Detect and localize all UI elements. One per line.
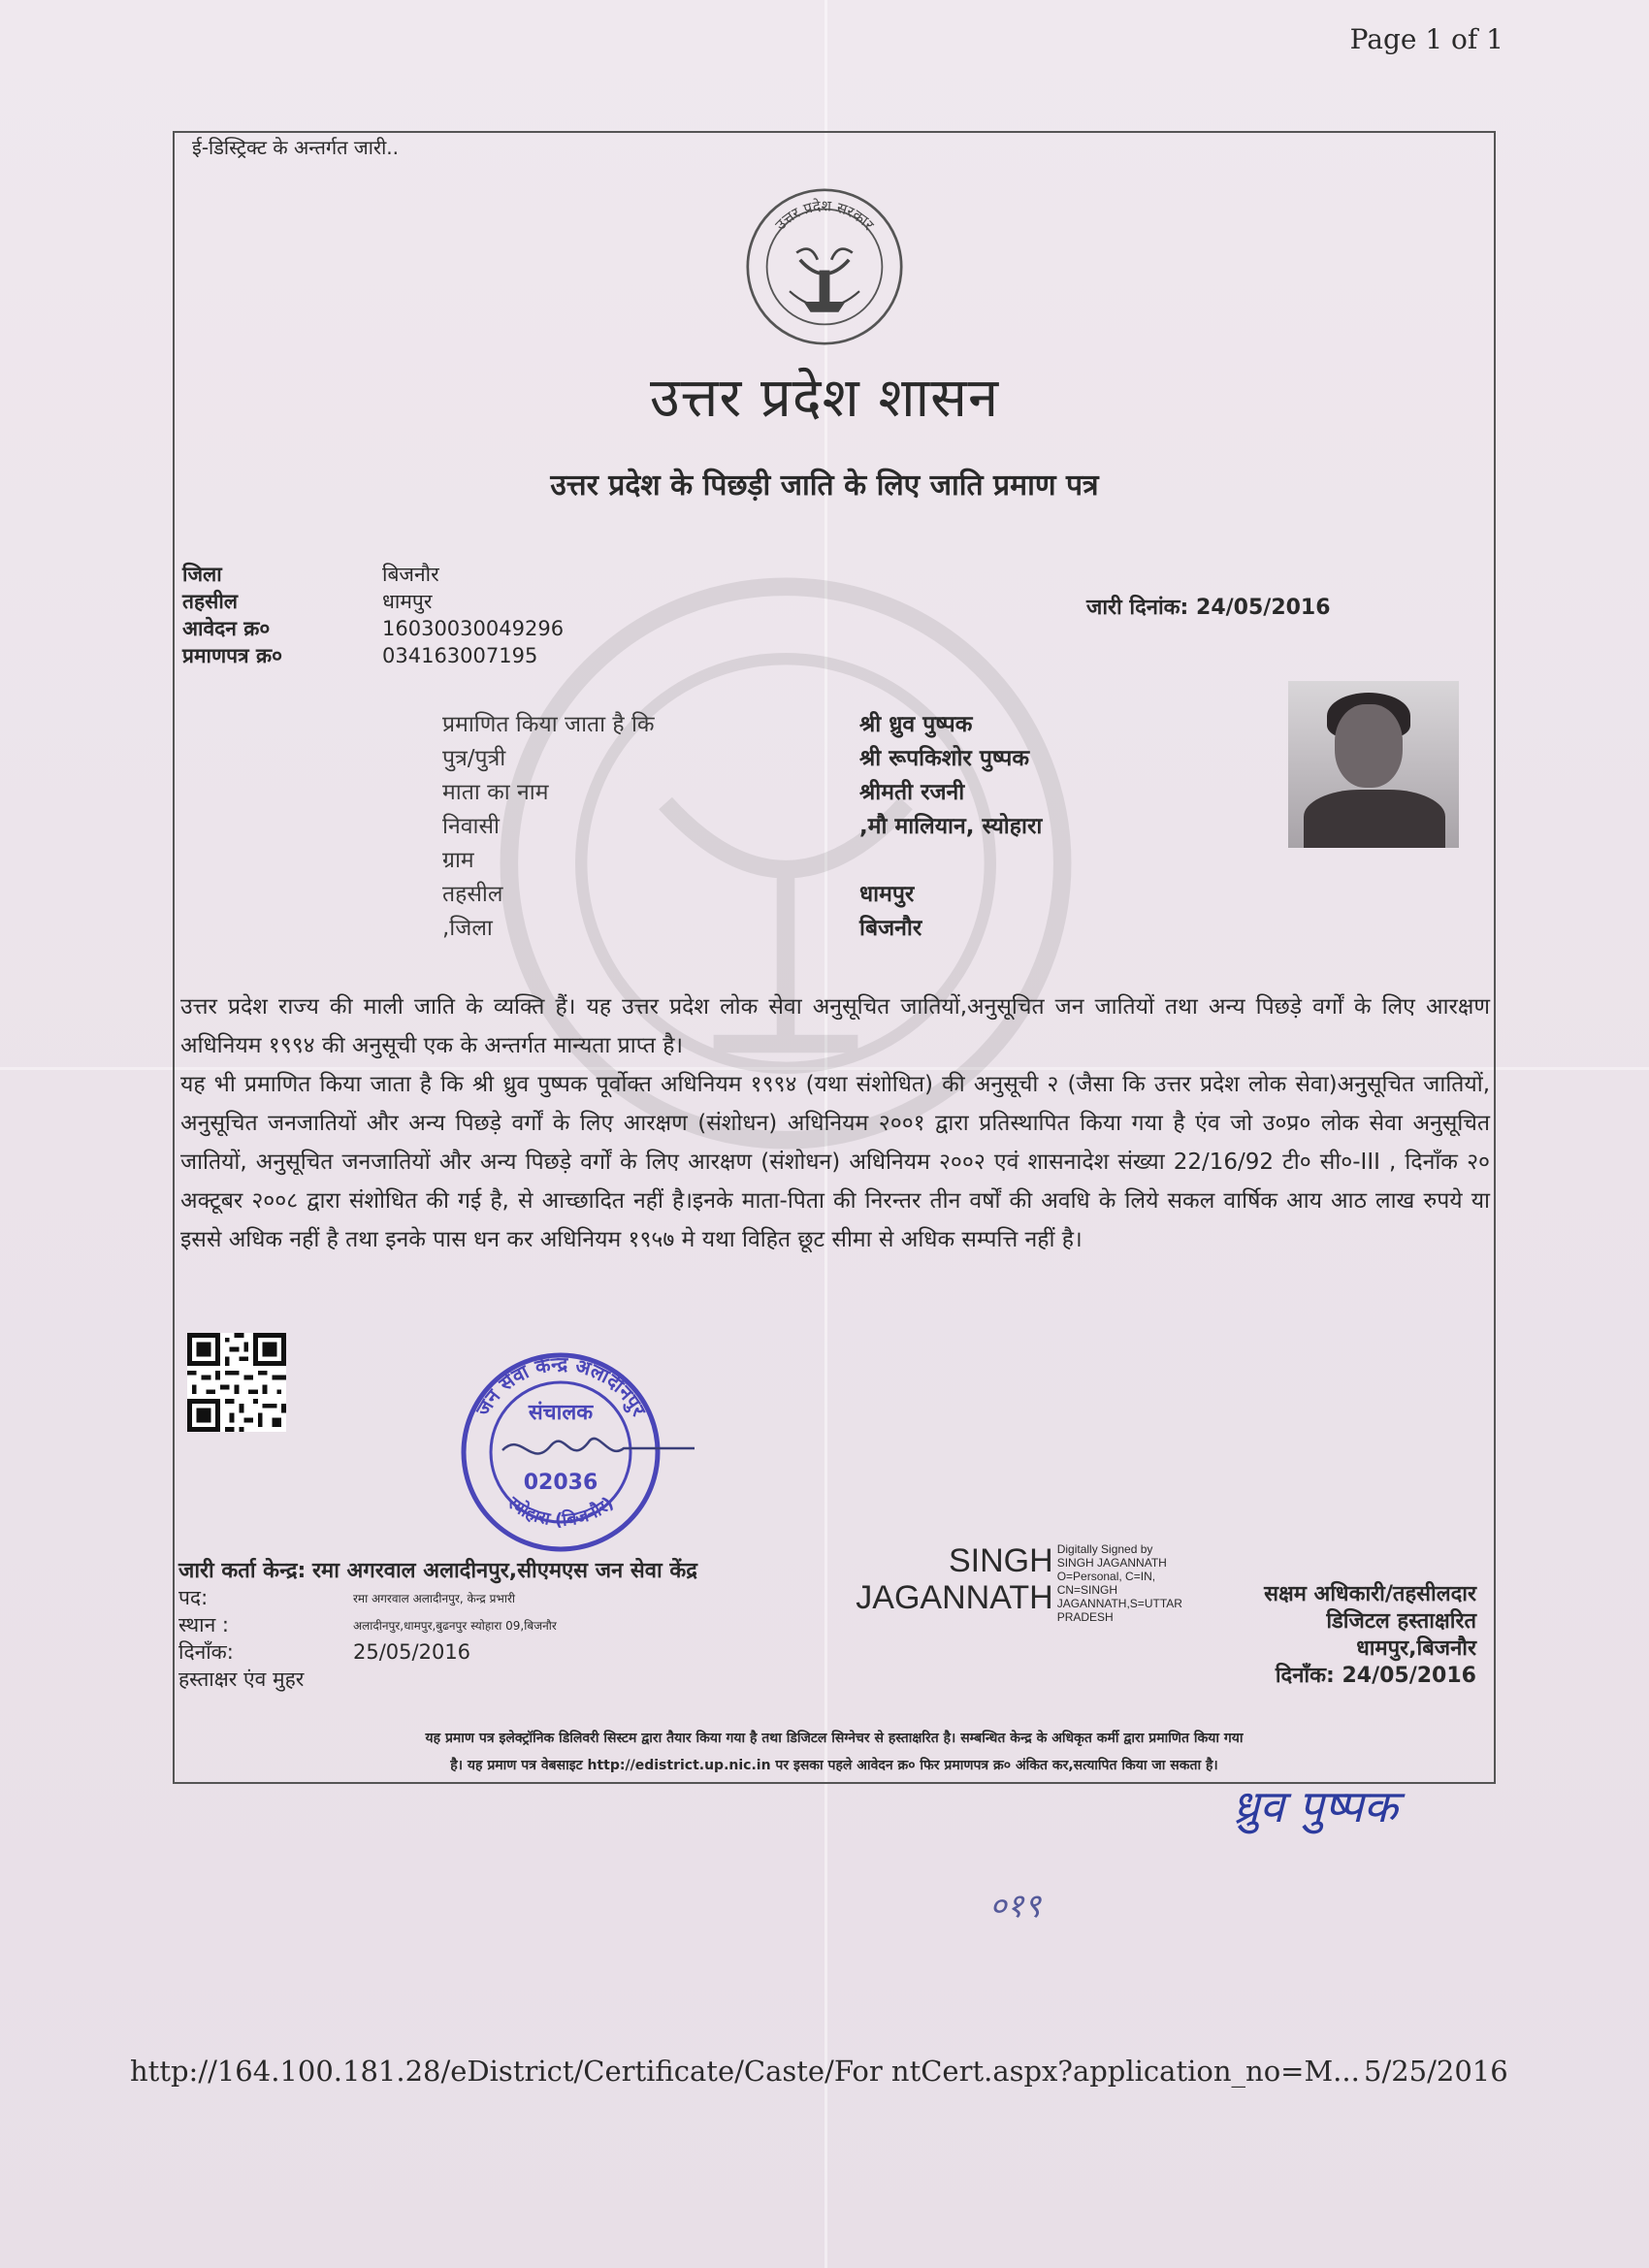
meta-label: जिला xyxy=(182,563,222,586)
detail-row xyxy=(442,739,1042,773)
issuer-post-value: रमा अगरवाल अलादीनपुर, केन्द्र प्रभारी xyxy=(353,1591,515,1605)
svg-text:उत्तर प्रदेश सरकार xyxy=(772,197,878,234)
issuer-center-row xyxy=(178,1555,697,1584)
detail-label: निवासी xyxy=(442,813,500,839)
seal-code: 02036 xyxy=(523,1471,598,1495)
digital-signature xyxy=(834,1542,1182,1624)
applicant-handwritten-signature: ध्रुव पुष्पक xyxy=(1232,1780,1398,1832)
issuer-date-row xyxy=(178,1638,697,1666)
dsig-detail-line: Digitally Signed by xyxy=(1056,1542,1153,1556)
meta-value: बिजनौर xyxy=(382,563,439,586)
dsig-detail-line: CN=SINGH xyxy=(1056,1583,1118,1597)
body-paragraph: उत्तर प्रदेश राज्य की माली जाति के व्यक्ति हैं। यह उत्तर प्रदेश लोक सेवा अनुसूचित जातियों,अनुसूचित जन जातियों तथा अन्य पिछड़े वर्गों के लिए आरक्षण अधिनियम १९९४ की अनुसूची एक के अन्तर्गत मान्यता प्राप्त है। xyxy=(180,994,1490,1058)
detail-row xyxy=(442,807,1042,841)
meta-row-application-no xyxy=(182,615,564,642)
emblem-text: उत्तर प्रदेश सरकार xyxy=(771,197,878,234)
detail-label: ,जिला xyxy=(442,915,493,941)
meta-label: प्रमाणपत्र क्र० xyxy=(182,644,283,667)
digital-signature-details xyxy=(1057,1542,1182,1624)
body-paragraph: यह भी प्रमाणित किया जाता है कि श्री ध्रुव पुष्पक पूर्वोक्त अधिनियम १९९४ (यथा संशोधित) की अनुसूची २ (जैसा कि उत्तर प्रदेश लोक सेवा)अनुसूचित जातियों, अनुसूचित जनजातियों और अन्य पिछड़े वर्गों के लिए आरक्षण (संशोधन) अधिनियम २००१ द्वारा प्रतिस्थापित किया गया है एंव जो उ०प्र० लोक सेवा अनुसूचित जातियों, अनुसूचित जनजातियों और अन्य पिछड़े वर्गों के लिए आरक्षण (संशोधन) अधिनियम २००२ एवं शासनादेश संख्या 22/16/92 टी० सी०-III , दिनाँक २० अक्टूबर २००८ द्वारा संशोधित की गई है, से आच्छादित नहीं है।इनके माता-पिता की निरन्तर तीन वर्षों की अवधि के लिये सकल वार्षिक आय आठ लाख रुपये या इससे अधिक नहीं है तथा इनके पास धन कर अधिनियम १९५७ मे यथा विहित छूट सीमा से अधिक सम्पत्ति नहीं है। xyxy=(180,1072,1490,1252)
officer-title: सक्षम अधिकारी/तहसीलदार xyxy=(1264,1582,1476,1606)
print-url: http://164.100.181.28/eDistrict/Certificate/Caste/For ntCert.aspx?application_no=M... xyxy=(130,2055,1360,2088)
print-date: 5/25/2016 xyxy=(1364,2055,1508,2088)
issuer-place-row xyxy=(178,1611,697,1638)
svg-text:स्योहारा (बिजनौर) xyxy=(502,1492,617,1530)
certificate-meta xyxy=(182,561,564,669)
detail-row xyxy=(442,841,1042,875)
detail-value: श्री रूपकिशोर पुष्पक xyxy=(859,745,1030,771)
issued-under-note: ई-डिस्ट्रिक्ट के अन्तर्गत जारी.. xyxy=(192,136,399,159)
detail-row xyxy=(442,705,1042,739)
issuer-post-row xyxy=(178,1584,697,1611)
detail-row xyxy=(442,773,1042,807)
meta-value: धामपुर xyxy=(382,590,433,613)
certificate-title: उत्तर प्रदेश शासन xyxy=(649,367,1000,430)
issuer-sign-row xyxy=(178,1666,697,1693)
digital-signature-name xyxy=(834,1542,1053,1616)
applicant-photo xyxy=(1288,681,1459,848)
issuer-place-label: स्थान : xyxy=(178,1613,230,1636)
meta-row-certificate-no xyxy=(182,642,564,669)
qr-code xyxy=(187,1332,286,1433)
dsig-name-line1: SINGH xyxy=(949,1542,1053,1579)
detail-row xyxy=(442,909,1042,943)
detail-value: श्रीमती रजनी xyxy=(859,779,965,805)
page-number: Page 1 of 1 xyxy=(1349,23,1504,55)
competent-officer-block xyxy=(1264,1581,1476,1690)
detail-value: बिजनौर xyxy=(859,915,922,941)
officer-date: दिनाँक: 24/05/2016 xyxy=(1275,1664,1476,1688)
detail-label: प्रमाणित किया जाता है कि xyxy=(442,711,655,737)
issuer-post-label: पद: xyxy=(178,1586,209,1609)
dsig-detail-line: JAGANNATH,S=UTTAR xyxy=(1056,1597,1182,1610)
verification-note-line: है। यह प्रमाण पत्र वेबसाइट http://edistrict.up.nic.in पर इसका पहले आवेदन क्र० फिर प्रमाणपत्र क्र० अंकित कर,सत्यापित किया जा सकता है। xyxy=(450,1758,1218,1773)
meta-value: 16030030049296 xyxy=(382,617,565,640)
meta-value: 034163007195 xyxy=(382,644,538,667)
meta-label: तहसील xyxy=(182,590,238,613)
dsig-name-line2: JAGANNATH xyxy=(856,1579,1053,1616)
seal-center-name: जन सेवा केन्द्र अलादीनपुर xyxy=(470,1351,651,1420)
dsig-detail-line: SINGH JAGANNATH xyxy=(1056,1556,1167,1570)
detail-value: धामपुर xyxy=(859,881,915,907)
issuer-date-label: दिनाँक: xyxy=(178,1640,234,1664)
applicant-details xyxy=(442,705,1042,943)
detail-label: पुत्र/पुत्री xyxy=(442,745,506,771)
issuer-center-label: जारी कर्ता केन्द्र: xyxy=(178,1559,307,1583)
officer-digitally-signed: डिजिटल हस्ताक्षरित xyxy=(1326,1609,1476,1634)
detail-value: ,मौ मालियान, स्योहारा xyxy=(859,813,1043,839)
dsig-detail-line: PRADESH xyxy=(1056,1610,1114,1624)
certificate-body xyxy=(180,988,1490,1259)
detail-label: माता का नाम xyxy=(442,779,549,805)
issuer-date-value: 25/05/2016 xyxy=(353,1640,471,1664)
service-center-seal xyxy=(454,1344,696,1567)
dsig-detail-line: O=Personal, C=IN, xyxy=(1056,1570,1156,1583)
detail-value: श्री ध्रुव पुष्पक xyxy=(859,711,973,737)
detail-label: तहसील xyxy=(442,881,503,907)
verification-note-line: यह प्रमाण पत्र इलेक्ट्रॉनिक डिलिवरी सिस्टम द्वारा तैयार किया गया है तथा डिजिटल सिग्नेचर से हस्ताक्षरित है। सम्बन्धित केन्द्र के अधिकृत कर्मी द्वारा प्रमाणित किया गया xyxy=(425,1731,1244,1746)
seal-role: संचालक xyxy=(528,1401,594,1425)
seal-place: स्योहारा (बिजनौर) xyxy=(503,1493,618,1531)
issuer-place-value: अलादीनपुर,धामपुर,बुढनपुर स्योहारा 09,बिजनौर xyxy=(353,1618,557,1633)
meta-row-district xyxy=(182,561,564,588)
issuer-center-value: रमा अगरवाल अलादीनपुर,सीएमएस जन सेवा केंद्र xyxy=(312,1559,697,1583)
detail-row xyxy=(442,875,1042,909)
verification-note xyxy=(175,1725,1494,1779)
issuer-sign-label: हस्ताक्षर एंव मुहर xyxy=(178,1668,305,1691)
officer-location: धामपुर,बिजनौर xyxy=(1356,1636,1476,1661)
meta-label: आवेदन क्र० xyxy=(182,617,271,640)
handwritten-mark: ०१९ xyxy=(989,1887,1042,1926)
issue-date: जारी दिनांक: 24/05/2016 xyxy=(1086,596,1331,620)
certificate-subtitle: उत्तर प्रदेश के पिछड़ी जाति के लिए जाति प्रमाण पत्र xyxy=(550,469,1099,502)
issuer-block xyxy=(178,1555,697,1693)
detail-label: ग्राम xyxy=(442,847,474,873)
meta-row-tehsil xyxy=(182,588,564,615)
up-government-emblem xyxy=(737,179,912,354)
